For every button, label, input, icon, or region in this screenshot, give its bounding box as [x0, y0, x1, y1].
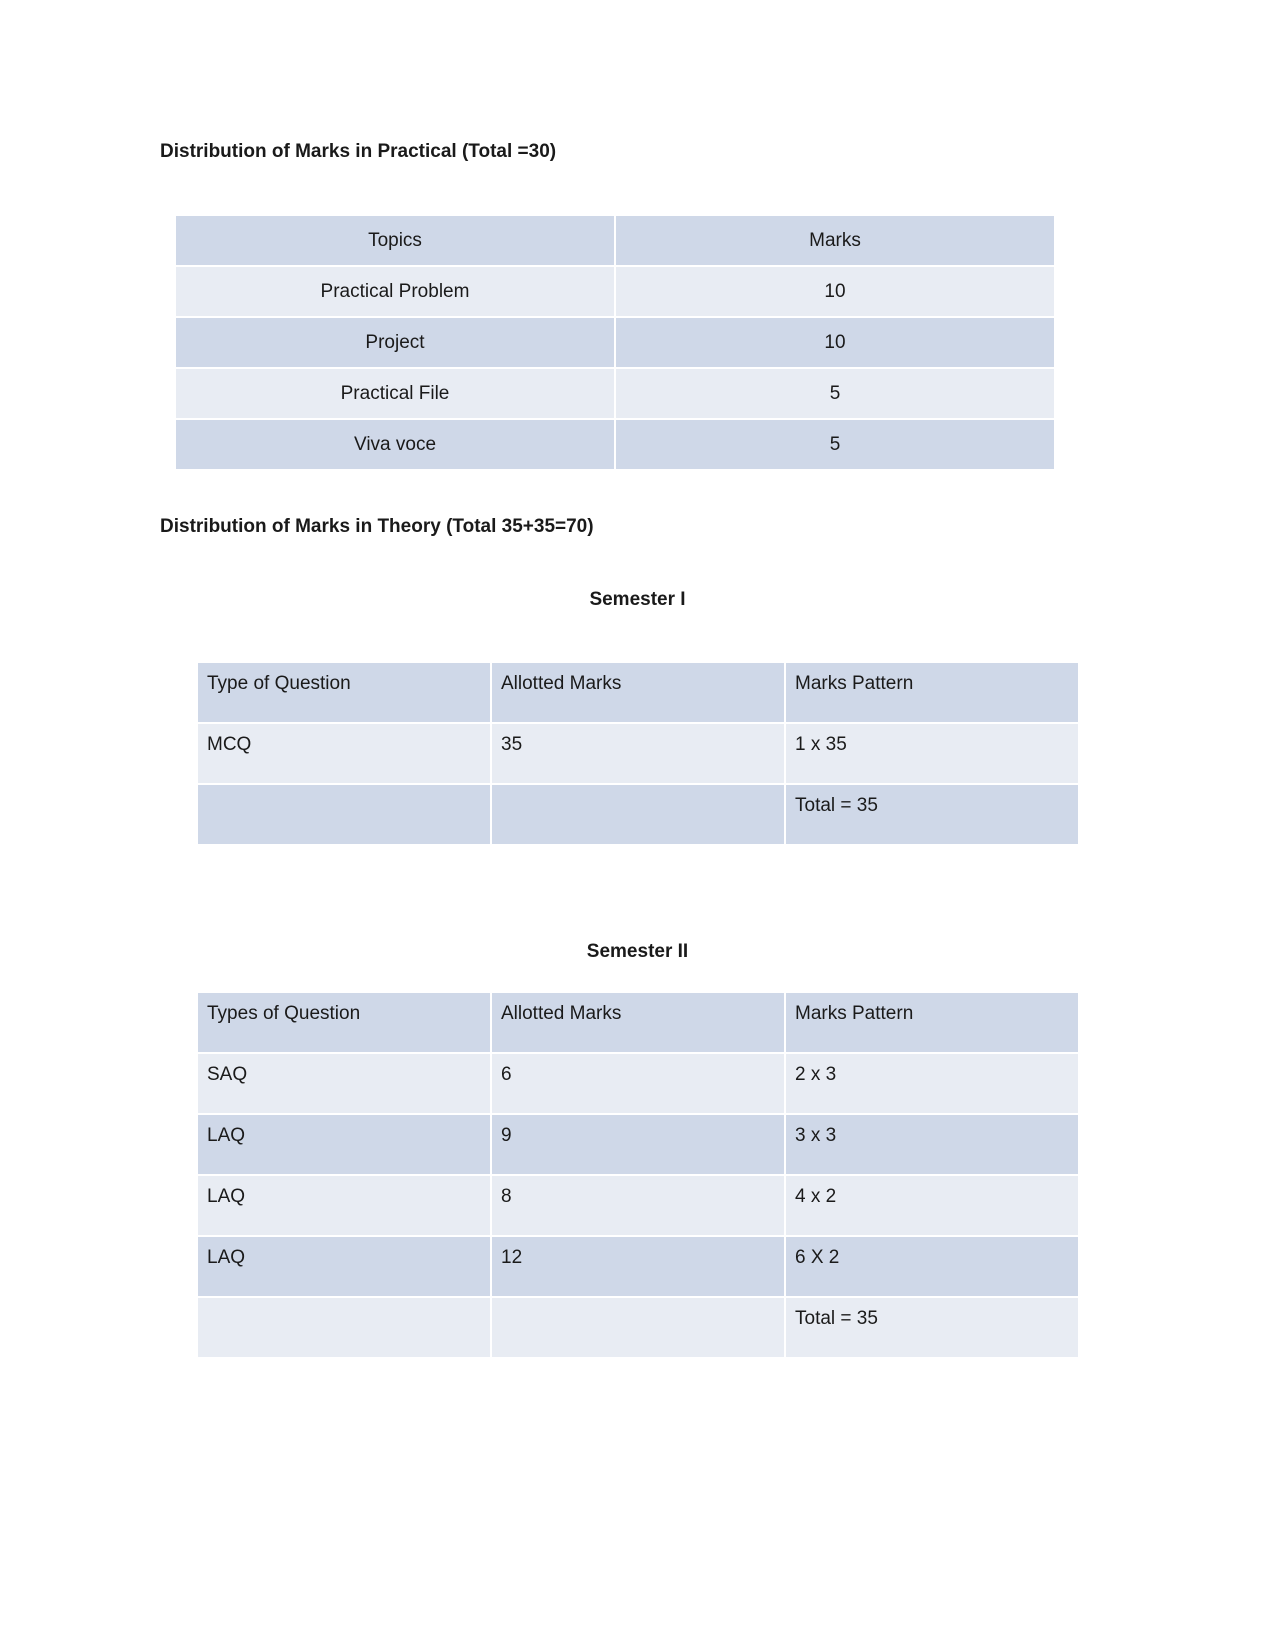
marks-cell: 5 [615, 419, 1055, 470]
question-type-cell: LAQ [197, 1175, 491, 1236]
semester2-title: Semester II [586, 941, 689, 962]
total-cell: Total = 35 [785, 784, 1079, 845]
practical-heading: Distribution of Marks in Practical (Total =30) [160, 141, 557, 162]
question-type-cell: LAQ [197, 1236, 491, 1297]
semester2-marks-table [196, 991, 1080, 1359]
marks-pattern-cell: 2 x 3 [785, 1053, 1079, 1114]
allotted-marks-cell: 8 [491, 1175, 785, 1236]
question-type-cell: SAQ [197, 1053, 491, 1114]
table-row [197, 723, 1079, 784]
header-cell-type: Types of Question [197, 992, 491, 1053]
allotted-marks-cell: 6 [491, 1053, 785, 1114]
table-header-row [197, 992, 1079, 1053]
header-cell-allotted: Allotted Marks [491, 662, 785, 723]
allotted-marks-cell: 35 [491, 723, 785, 784]
table-row [197, 1114, 1079, 1175]
header-cell-pattern: Marks Pattern [785, 992, 1079, 1053]
marks-pattern-cell: 1 x 35 [785, 723, 1079, 784]
marks-cell: 5 [615, 368, 1055, 419]
table-total-row [197, 784, 1079, 845]
question-type-cell [197, 1297, 491, 1358]
header-cell-allotted: Allotted Marks [491, 992, 785, 1053]
header-cell-topics: Topics [175, 215, 615, 266]
topic-cell: Practical Problem [175, 266, 615, 317]
marks-cell: 10 [615, 317, 1055, 368]
allotted-marks-cell: 12 [491, 1236, 785, 1297]
question-type-cell [197, 784, 491, 845]
table-row [175, 368, 1055, 419]
marks-cell: 10 [615, 266, 1055, 317]
table-row [197, 1053, 1079, 1114]
marks-pattern-cell: 3 x 3 [785, 1114, 1079, 1175]
topic-cell: Viva voce [175, 419, 615, 470]
header-cell-type: Type of Question [197, 662, 491, 723]
table-row [175, 266, 1055, 317]
topic-cell: Project [175, 317, 615, 368]
practical-marks-table [174, 214, 1056, 471]
question-type-cell: MCQ [197, 723, 491, 784]
theory-heading: Distribution of Marks in Theory (Total 35+35=70) [160, 516, 594, 537]
marks-pattern-cell: 4 x 2 [785, 1175, 1079, 1236]
table-row [175, 419, 1055, 470]
semester1-marks-table [196, 661, 1080, 846]
header-cell-pattern: Marks Pattern [785, 662, 1079, 723]
allotted-marks-cell [491, 784, 785, 845]
allotted-marks-cell: 9 [491, 1114, 785, 1175]
semester1-title: Semester I [589, 589, 686, 610]
table-total-row [197, 1297, 1079, 1358]
total-cell: Total = 35 [785, 1297, 1079, 1358]
question-type-cell: LAQ [197, 1114, 491, 1175]
topic-cell: Practical File [175, 368, 615, 419]
table-header-row [197, 662, 1079, 723]
table-row [175, 317, 1055, 368]
table-row [197, 1175, 1079, 1236]
table-header-row [175, 215, 1055, 266]
table-row [197, 1236, 1079, 1297]
header-cell-marks: Marks [615, 215, 1055, 266]
marks-pattern-cell: 6 X 2 [785, 1236, 1079, 1297]
allotted-marks-cell [491, 1297, 785, 1358]
